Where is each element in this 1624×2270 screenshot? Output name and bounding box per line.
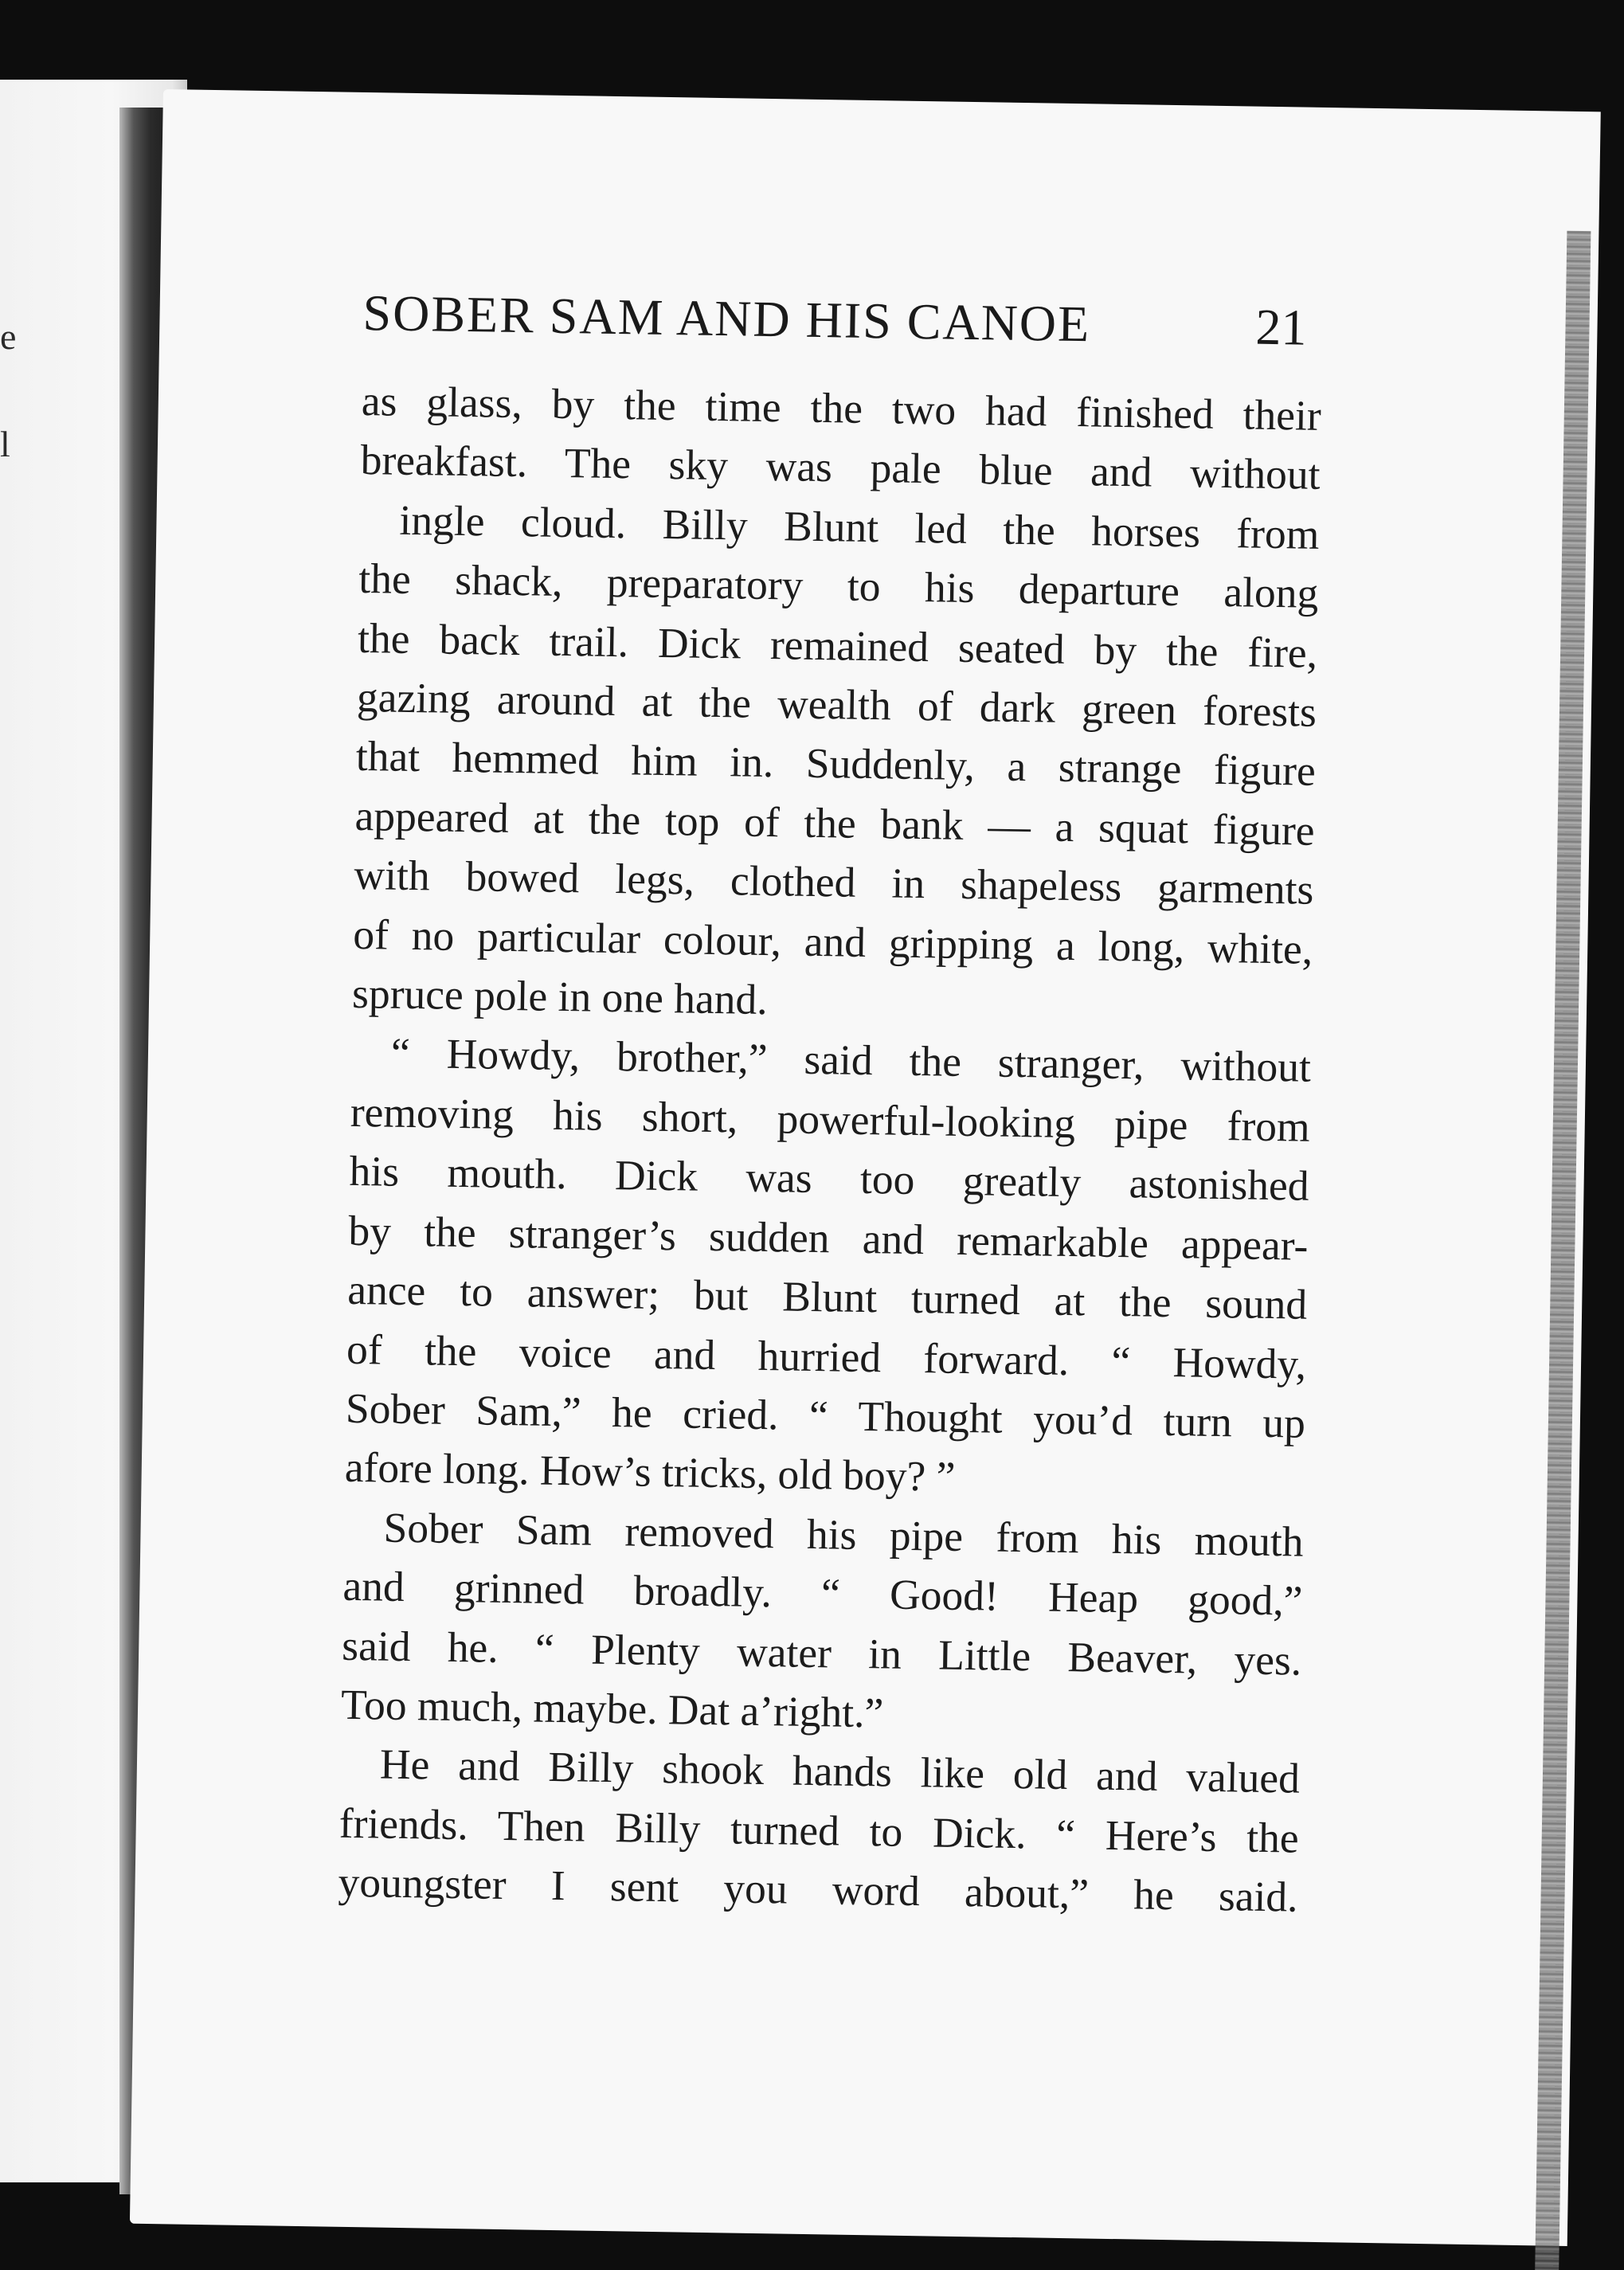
text-line: breakfast. The sky was pale blue and without	[360, 436, 1321, 499]
text-line: by the stranger’s sudden and remarkable appear-	[348, 1206, 1309, 1270]
text-line: and grinned broadly. “ Good! Heap good,”	[342, 1561, 1303, 1625]
text-line: ingle cloud. Billy Blunt led the horses from	[399, 495, 1320, 558]
text-line: spruce pole in one hand.	[351, 969, 769, 1024]
text-line: youngster I sent you word about,” he said.	[338, 1857, 1298, 1921]
text-line: appeared at the top of the bank — a squat figure	[354, 791, 1316, 855]
text-line: Sober Sam removed his pipe from his mouth	[383, 1503, 1305, 1566]
text-line: He and Billy shook hands like old and valued	[379, 1740, 1301, 1803]
text-line: as glass, by the time the two had finished their	[361, 376, 1322, 440]
text-line: of no particular colour, and gripping a long, white,	[352, 910, 1313, 973]
page-edge-texture	[1535, 231, 1591, 2270]
text-line: removing his short, powerful-looking pipe from	[350, 1087, 1311, 1151]
running-head	[362, 252, 1323, 386]
left-page-bleed-letter: l	[0, 424, 10, 464]
text-line: friends. Then Billy turned to Dick. “ Here’s the	[338, 1798, 1300, 1862]
text-line: ance to answer; but Blunt turned at the sound	[346, 1265, 1308, 1329]
text-line: the back trail. Dick remained seated by the fire,	[357, 613, 1318, 677]
text-line: of the voice and hurried forward. “ Howdy,	[346, 1325, 1307, 1388]
text-line: “ Howdy, brother,” said the stranger, without	[390, 1029, 1312, 1092]
text-line: Sober Sam,” he cried. “ Thought you’d turn up	[345, 1384, 1306, 1447]
text-line: that hemmed him in. Suddenly, a strange figure	[355, 732, 1317, 796]
text-line: gazing around at the wealth of dark green forests	[356, 672, 1317, 736]
left-page-bleed-letter: e	[0, 316, 17, 357]
text-line: the shack, preparatory to his departure along	[358, 554, 1319, 618]
text-line: afore long. How’s tricks, old boy? ”	[344, 1443, 956, 1501]
text-line: his mouth. Dick was too greatly astonished	[349, 1147, 1310, 1211]
body-text	[338, 371, 1321, 1927]
text-line: with bowed legs, clothed in shapeless garments	[354, 851, 1314, 914]
page-number: 21	[1254, 298, 1308, 356]
text-line: Too much, maybe. Dat a’right.”	[340, 1680, 884, 1737]
right-page	[130, 89, 1601, 2246]
text-line: said he. “ Plenty water in Little Beaver, yes.	[341, 1621, 1302, 1685]
page-text-block	[338, 252, 1324, 1927]
running-title: SOBER SAM AND HIS CANOE	[362, 284, 1091, 353]
